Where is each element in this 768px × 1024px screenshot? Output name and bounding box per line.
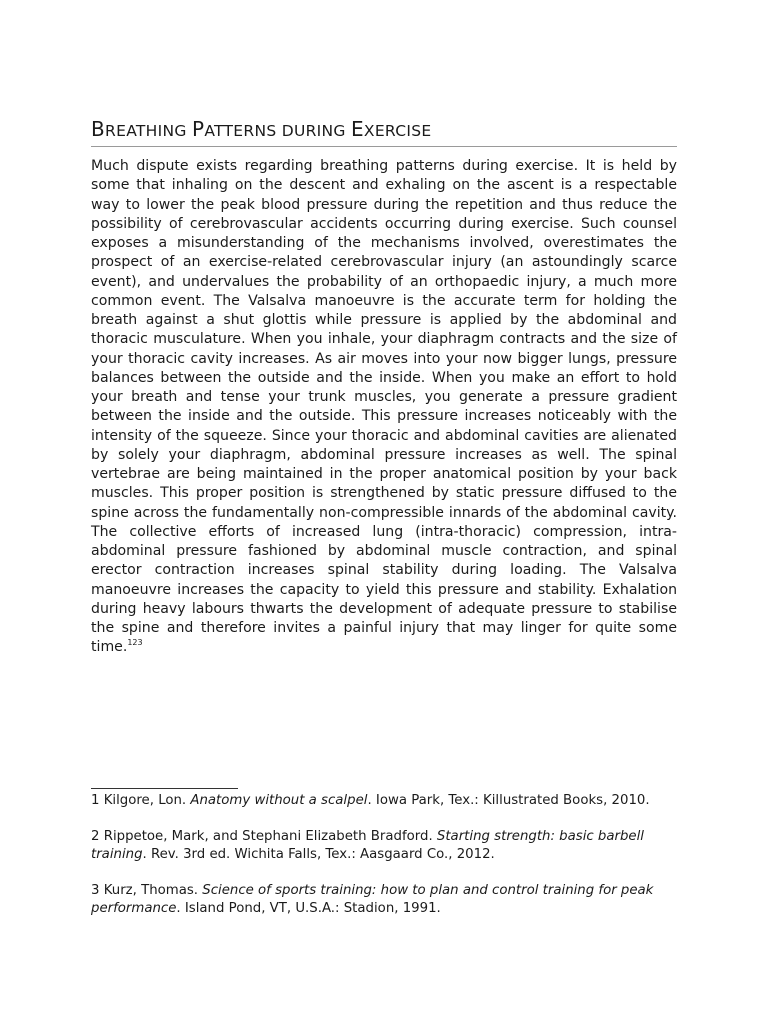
- footnote-author: Kilgore, Lon.: [103, 793, 191, 808]
- document-page: [91, 118, 677, 658]
- heading-word: EXERCISE: [350, 117, 432, 141]
- footnote-publication: . Island Pond, VT, U.S.A.: Stadion, 1991.: [176, 901, 441, 916]
- footnote-2: [91, 828, 677, 864]
- footnote-separator: [91, 788, 238, 789]
- footnote-title: Starting strength: basic barbell training: [91, 829, 644, 862]
- footnote-title: Anatomy without a scalpel: [190, 793, 368, 808]
- footnote-author: Kurz, Thomas.: [103, 883, 203, 898]
- heading-word: BREATHING: [91, 117, 187, 141]
- footnote-1: [91, 792, 677, 810]
- heading-word: DURING: [281, 122, 346, 140]
- footnotes: [91, 792, 677, 936]
- footnote-number: 1: [91, 793, 100, 808]
- body-paragraph: [91, 157, 677, 658]
- footnote-3: [91, 882, 677, 918]
- footnote-number: 2: [91, 829, 100, 844]
- footnote-author: Rippetoe, Mark, and Stephani Elizabeth Bradford.: [103, 829, 437, 844]
- body-text: Much dispute exists regarding breathing patterns during exercise. It is held by some that inhaling on the descent and exhaling on the ascent is a respectable way to lower the peak blood pressure during the repetition and thus reduce the possibility of cerebrovascular accidents occurring during exercise. Such counsel exposes a misunderstanding of the mechanisms involved, overestimates the prospect of an exercise-related cerebrovascular injury (an astoundingly scarce event), and undervalues the probability of an orthopaedic injury, a much more common event. The Valsalva manoeuvre is the accurate term for holding the breath against a shut glottis while pressure is applied by the abdominal and thoracic musculature. When you inhale, your diaphragm contracts and the size of your thoracic cavity increases. As air moves into your now bigger lungs, pressure balances between the outside and the inside. When you make an effort to hold your breath and tense your trunk muscles, you generate a pressure gradient between the inside and the outside. This pressure increases noticeably with the intensity of the squeeze. Since your thoracic and abdominal cavities are alienated by solely your diaphragm, abdominal pressure increases as well. The spinal vertebrae are being maintained in the proper anatomical position by your back muscles. This proper position is strengthened by static pressure diffused to the spine across the fundamentally non-compressible innards of the abdominal cavity. The collective efforts of increased lung (intra-thoracic) compression, intra-abdominal pressure fashioned by abdominal muscle contraction, and spinal erector contraction increases spinal stability during loading. The Valsalva manoeuvre increases the capacity to yield this pressure and stability. Exhalation during heavy labours thwarts the development of adequate pressure to stabilise the spine and therefore invites a painful injury that may linger for quite some time.: [91, 158, 677, 656]
- footnote-number: 3: [91, 883, 100, 898]
- section-heading: [91, 118, 677, 147]
- footnote-publication: . Rev. 3rd ed. Wichita Falls, Tex.: Aasgaard Co., 2012.: [142, 847, 495, 862]
- footnote-reference[interactable]: 123: [127, 638, 143, 648]
- footnote-title: Science of sports training: how to plan and control training for peak performance: [91, 883, 654, 916]
- heading-word: PATTERNS: [191, 117, 277, 141]
- footnote-publication: . Iowa Park, Tex.: Killustrated Books, 2010.: [367, 793, 650, 808]
